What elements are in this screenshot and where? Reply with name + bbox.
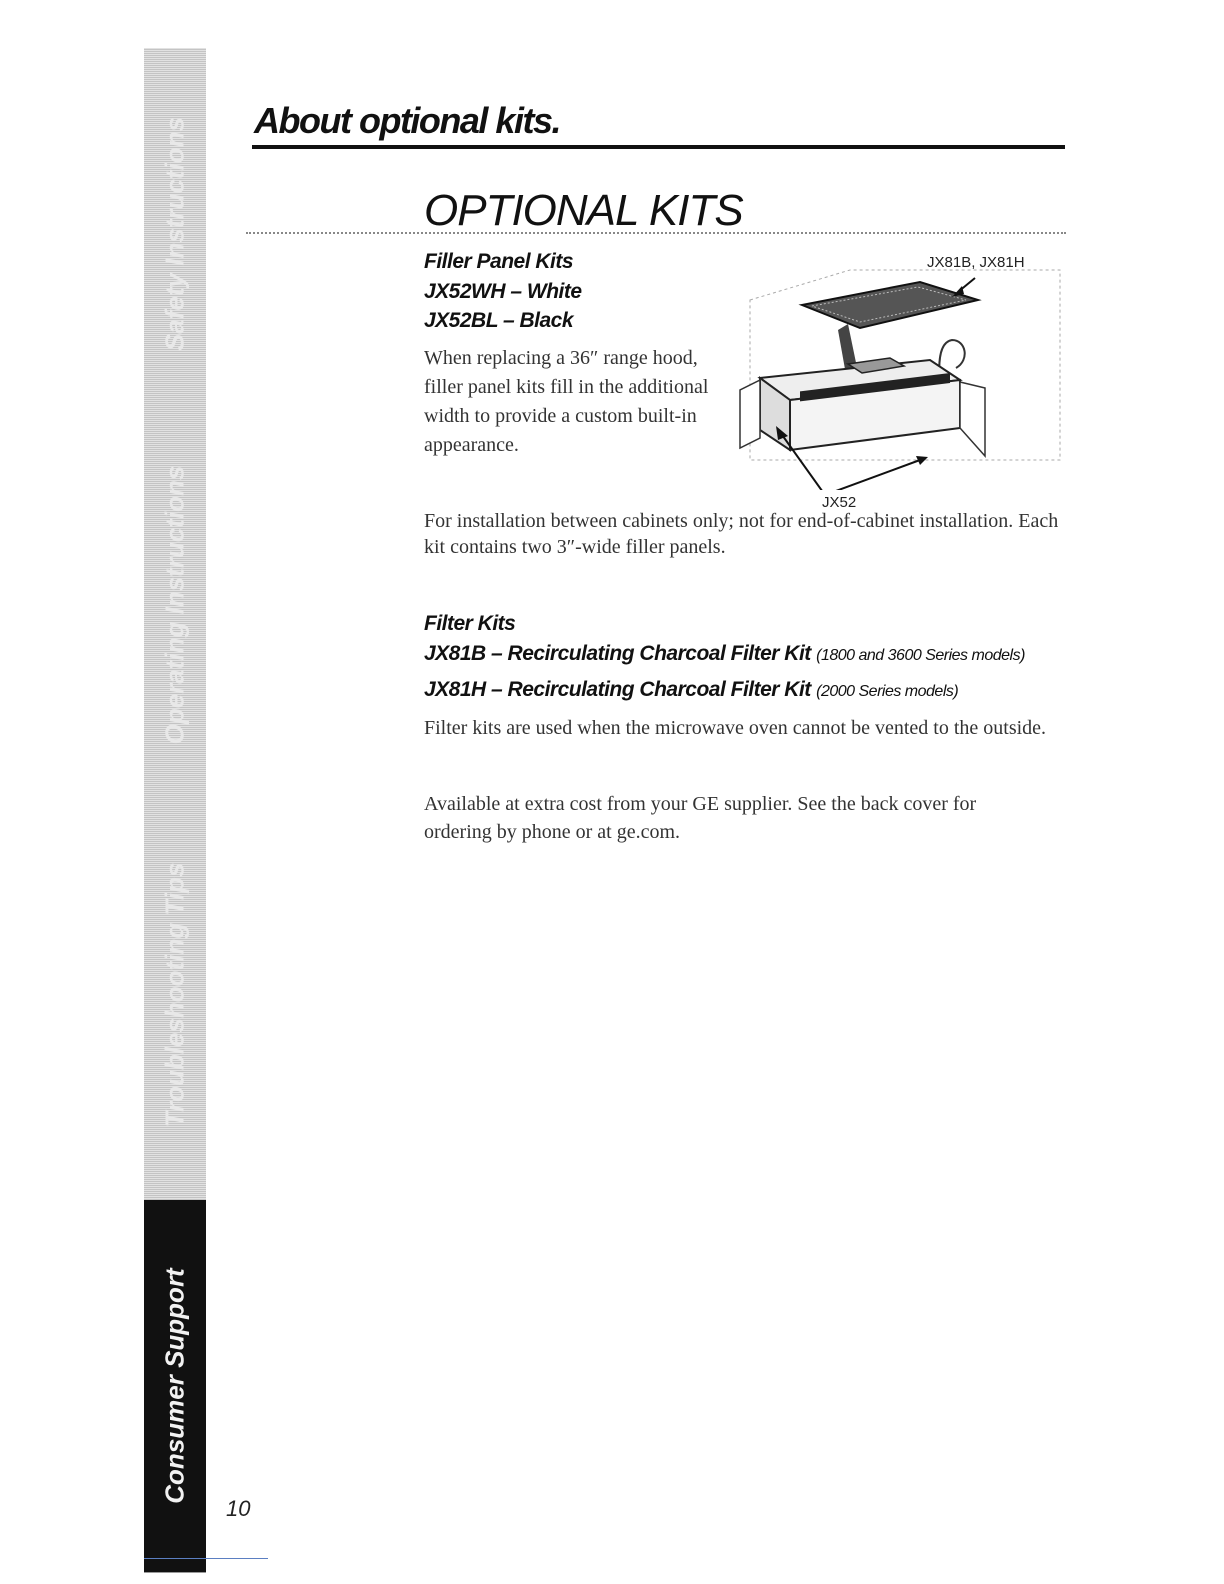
figure-label-bottom: JX52 bbox=[822, 494, 857, 511]
filter-text-2: Available at extra cost from your GE supplier. See the back cover for ordering by phone or at ge.com. bbox=[424, 793, 977, 843]
filter-heading: Filter Kits bbox=[424, 612, 516, 635]
filler-heading: Filler Panel Kits bbox=[424, 250, 574, 273]
tab-consumer-support[interactable] bbox=[144, 1200, 206, 1573]
tab-label: Troubleshooting Tips bbox=[159, 862, 190, 1128]
microwave-kit-icon bbox=[730, 260, 1070, 490]
page-title: About optional kits. bbox=[254, 100, 560, 141]
tab-label: Safety Instructions bbox=[159, 116, 190, 352]
section-divider bbox=[246, 232, 1066, 234]
tab-label: Consumer Support bbox=[159, 1268, 190, 1504]
tab-troubleshooting-tips[interactable] bbox=[144, 790, 206, 1201]
filter-kit-h-note: (2000 Series models) bbox=[816, 683, 959, 700]
section-title: OPTIONAL KITS bbox=[424, 186, 743, 235]
filter-kit-b-name: JX81B – Recirculating Charcoal Filter Kit bbox=[424, 642, 811, 665]
kit-illustration bbox=[730, 254, 1070, 511]
filter-kit-h-name: JX81H – Recirculating Charcoal Filter Kit bbox=[424, 678, 811, 701]
filler-model-white: JX52WH – White bbox=[424, 280, 582, 303]
title-rule bbox=[252, 145, 1065, 149]
figure-label-top: JX81B, JX81H bbox=[927, 254, 1025, 271]
page-number: 10 bbox=[226, 1496, 251, 1521]
footer-line bbox=[144, 1558, 268, 1559]
filter-kit-h bbox=[424, 678, 958, 702]
filler-text-1: When replacing a 36″ range hood, filler panel kits fill in the additional width to provide a custom built-in appearance. bbox=[424, 347, 709, 456]
filler-model-black: JX52BL – Black bbox=[424, 309, 574, 332]
filler-text-2: For installation between cabinets only; not for end-of-cabinet installation. Each kit contains two 3″-wide filler panels. bbox=[424, 510, 1059, 558]
tab-operating-instructions[interactable] bbox=[144, 420, 206, 791]
filter-kit-b-note: (1800 and 3600 Series models) bbox=[816, 647, 1025, 664]
tab-safety-instructions[interactable] bbox=[144, 48, 206, 421]
filter-text-1: Filter kits are used when the microwave oven cannot be vented to the outside. bbox=[424, 717, 1047, 739]
filter-kit-b bbox=[424, 642, 1025, 666]
tab-label: Operating Instructions bbox=[159, 465, 190, 745]
